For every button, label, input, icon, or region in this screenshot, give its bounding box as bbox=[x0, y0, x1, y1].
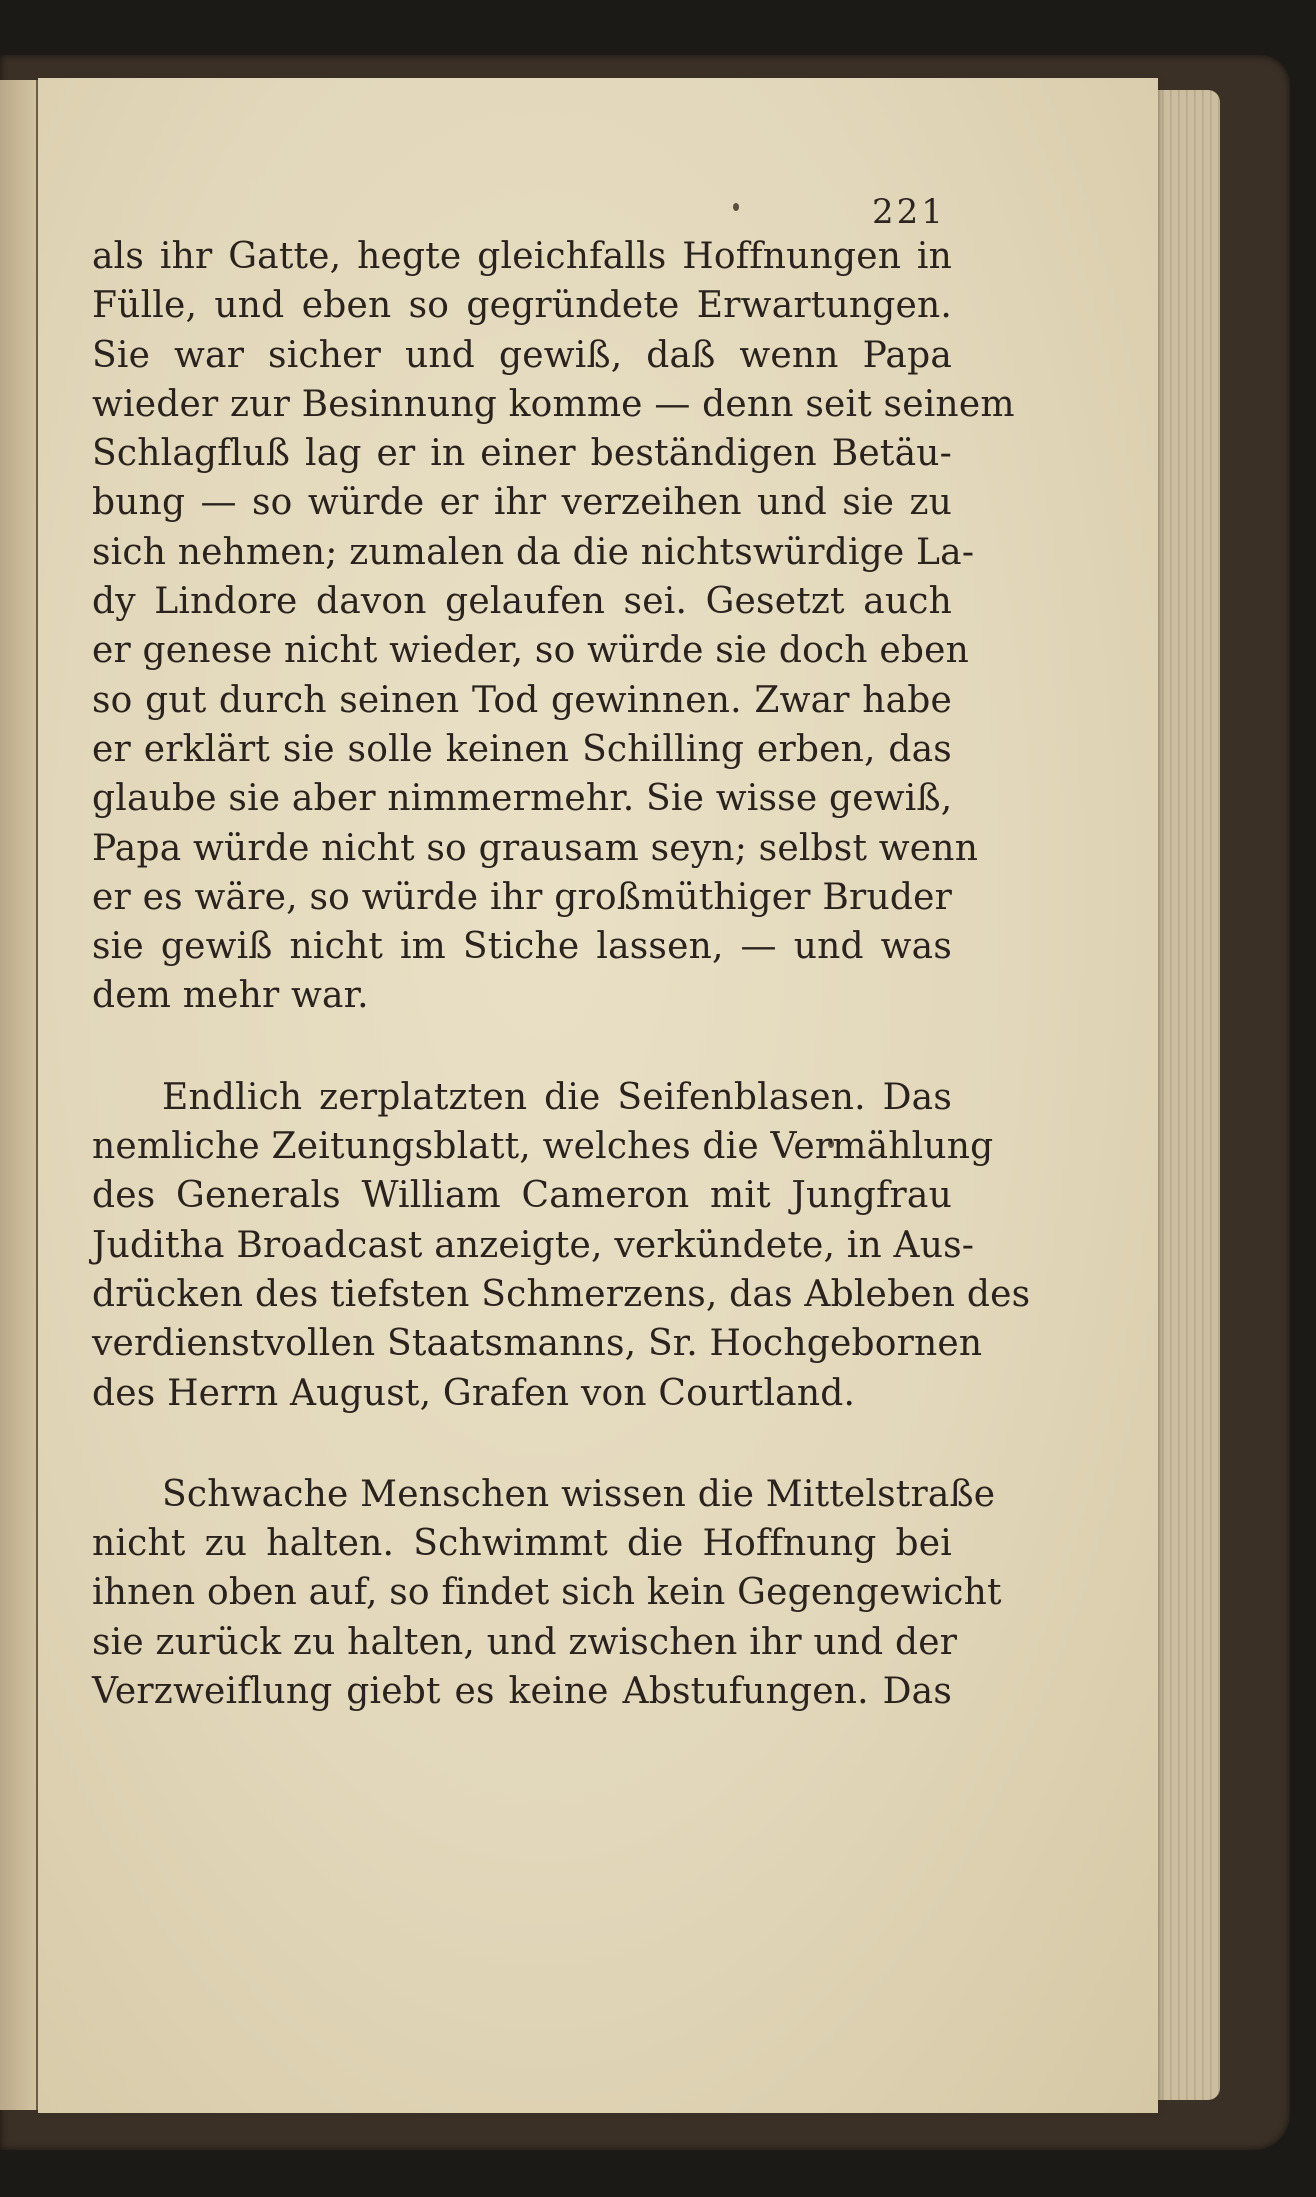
text-line: er es wäre, so würde ihr großmüthiger Bruder bbox=[92, 876, 952, 918]
text-line: ihnen oben auf, so findet sich kein Gegengewicht bbox=[92, 1572, 1002, 1614]
text-line: Fülle, und eben so gegründete Erwartungen. bbox=[92, 285, 952, 327]
page-number: 221 bbox=[872, 192, 946, 232]
ink-speck bbox=[733, 203, 739, 211]
text-line: Endlich zerplatzten die Seifenblasen. Das bbox=[162, 1076, 952, 1118]
text-line: des Herrn August, Grafen von Courtland. bbox=[92, 1372, 856, 1414]
text-line: als ihr Gatte, hegte gleichfalls Hoffnungen in bbox=[92, 236, 952, 277]
text-line: Verzweiflung giebt es keine Abstufungen. Das bbox=[92, 1671, 952, 1713]
text-line: sie zurück zu halten, und zwischen ihr und der bbox=[92, 1621, 958, 1663]
paragraph-2 bbox=[92, 1073, 1031, 1418]
text-line: drücken des tiefsten Schmerzens, das Ableben des bbox=[92, 1273, 1031, 1315]
text-line: sie gewiß nicht im Stiche lassen, — und was bbox=[92, 926, 952, 968]
text-line: wieder zur Besinnung komme — denn seit seinem bbox=[92, 383, 1015, 425]
text-line: er genese nicht wieder, so würde sie doch eben bbox=[92, 630, 969, 672]
text-line: Papa würde nicht so grausam seyn; selbst wenn bbox=[92, 827, 979, 869]
text-line: Schwache Menschen wissen die Mittelstraße bbox=[162, 1473, 996, 1515]
text-line: Juditha Broadcast anzeigte, verkündete, in Aus- bbox=[92, 1224, 975, 1266]
text-line: bung — so würde er ihr verzeihen und sie zu bbox=[92, 482, 952, 524]
text-line: nicht zu halten. Schwimmt die Hoffnung bei bbox=[92, 1523, 952, 1565]
paragraph-gap bbox=[92, 1418, 952, 1470]
text-line: verdienstvollen Staatsmanns, Sr. Hochgebornen bbox=[92, 1323, 983, 1365]
text-line: er erklärt sie solle keinen Schilling erben, das bbox=[92, 728, 952, 770]
text-line: Schlagfluß lag er in einer beständigen Betäu- bbox=[92, 433, 952, 475]
text-line: dy Lindore davon gelaufen sei. Gesetzt auch bbox=[92, 581, 952, 623]
text-line: Sie war sicher und gewiß, daß wenn Papa bbox=[92, 334, 952, 376]
paragraph-gap bbox=[92, 1021, 952, 1073]
text-line: dem mehr war. bbox=[92, 975, 369, 1017]
paragraph-1 bbox=[92, 232, 1015, 1021]
text-line: so gut durch seinen Tod gewinnen. Zwar habe bbox=[92, 679, 952, 721]
text-line: des Generals William Cameron mit Jungfrau bbox=[92, 1175, 952, 1217]
previous-page-edge bbox=[0, 80, 38, 2110]
text-line: sich nehmen; zumalen da die nichtswürdige La- bbox=[92, 531, 975, 573]
page-text bbox=[92, 232, 1031, 1716]
paragraph-3 bbox=[92, 1470, 1002, 1716]
text-line: glaube sie aber nimmermehr. Sie wisse gewiß, bbox=[92, 778, 953, 820]
text-line: nemliche Zeitungsblatt, welches die Vermählung bbox=[92, 1126, 994, 1168]
